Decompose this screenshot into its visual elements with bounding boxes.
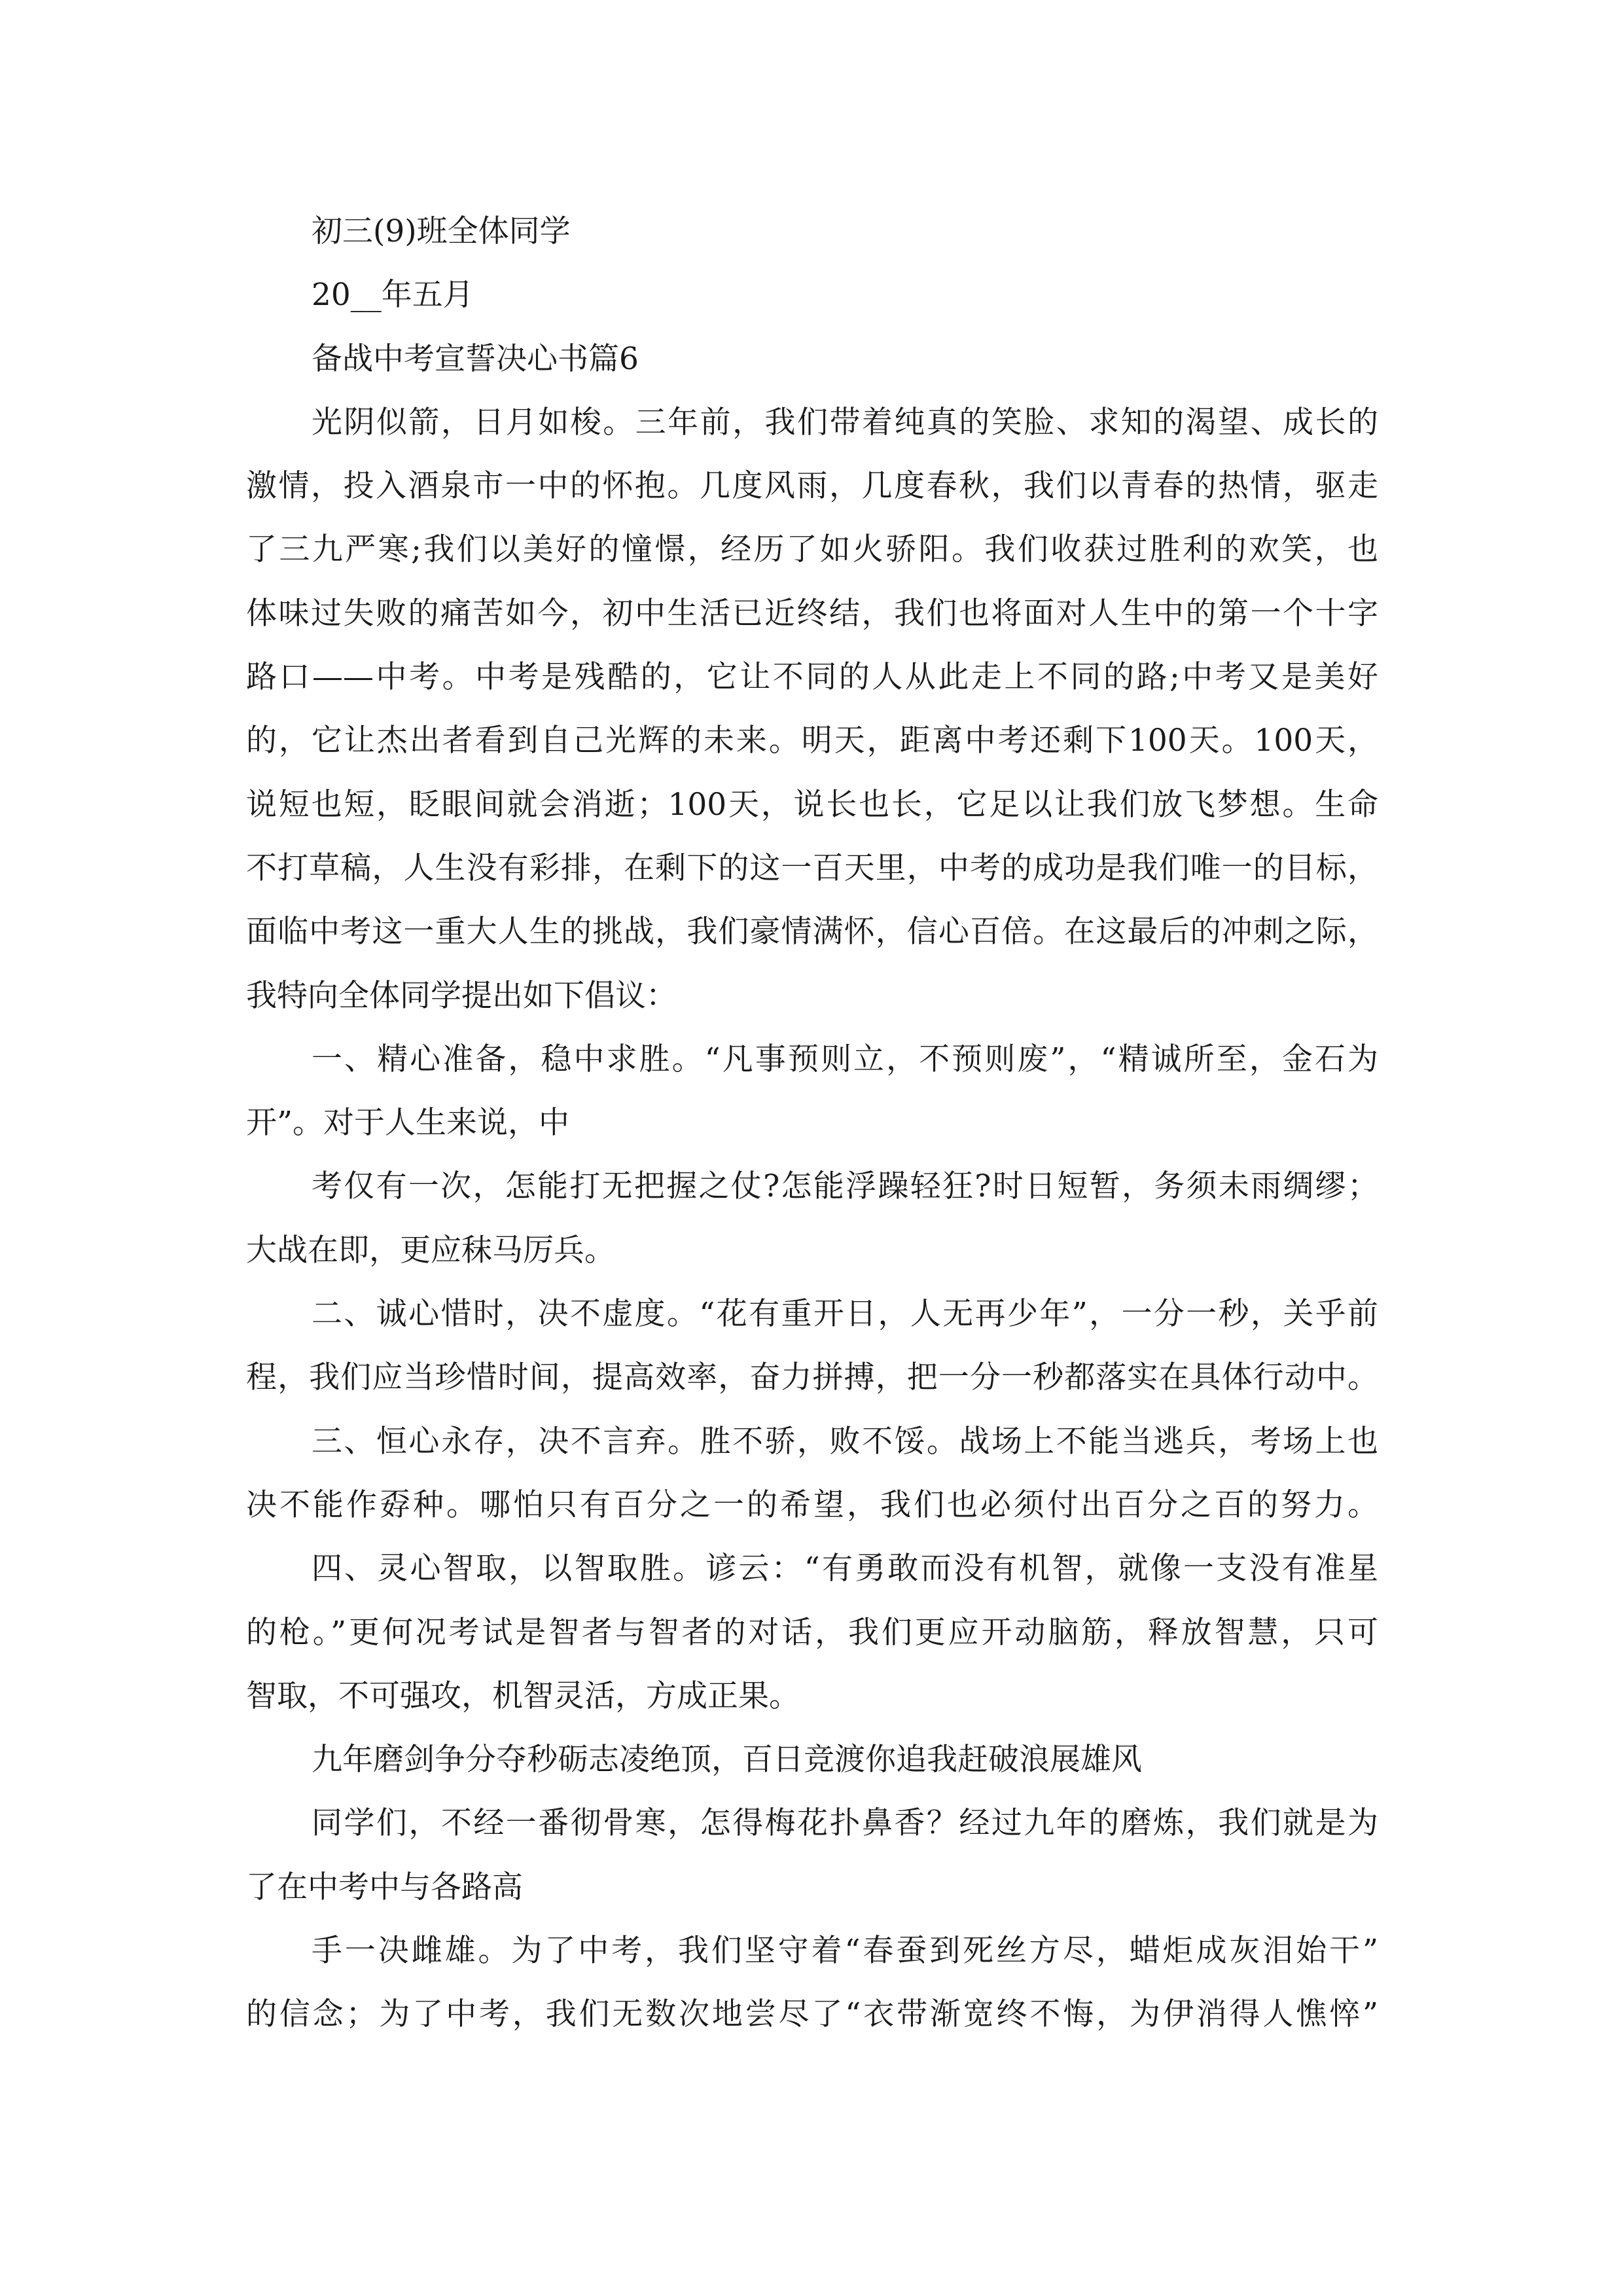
text-line: 的枪。”更何况考试是智者与智者的对话，我们更应开动脑筋，释放智慧，只可 <box>246 1614 1378 1651</box>
text-line: 智取，不可强攻，机智灵活，方成正果。 <box>246 1677 800 1714</box>
text-line: 同学们，不经一番彻骨寒，怎得梅花扑鼻香？经过九年的磨炼，我们就是为 <box>312 1805 1378 1842</box>
text-line: 备战中考宣誓决心书篇6 <box>312 340 639 377</box>
text-line: 程，我们应当珍惜时间，提高效率，奋力拼搏，把一分一秒都落实在具体行动中。 <box>246 1359 1378 1396</box>
text-line: 一、精心准备，稳中求胜。“凡事预则立，不预则废”，“精诚所至，金石为 <box>312 1041 1378 1077</box>
document-body <box>246 200 1378 2047</box>
text-line: 路口——中考。中考是残酷的，它让不同的人从此走上不同的路;中考又是美好 <box>246 659 1378 696</box>
text-line: 体味过失败的痛苦如今，初中生活已近终结，我们也将面对人生中的第一个十字 <box>246 595 1378 632</box>
text-line: 的信念；为了中考，我们无数次地尝尽了“衣带渐宽终不悔，为伊消得人憔悴” <box>246 1996 1378 2033</box>
text-line: 开”。对于人生来说，中 <box>246 1105 570 1141</box>
text-line: 面临中考这一重大人生的挑战，我们豪情满怀，信心百倍。在这最后的冲刺之际， <box>246 914 1378 950</box>
text-line: 的，它让杰出者看到自己光辉的未来。明天，距离中考还剩下100天。100天， <box>246 723 1378 759</box>
text-line: 考仅有一次，怎能打无把握之仗?怎能浮躁轻狂?时日短暂，务须未雨绸缪； <box>312 1168 1378 1205</box>
text-line: 初三(9)班全体同学 <box>312 213 571 249</box>
text-line: 四、灵心智取，以智取胜。谚云：“有勇敢而没有机智，就像一支没有准星 <box>312 1551 1378 1587</box>
text-line: 我特向全体同学提出如下倡议： <box>246 977 677 1014</box>
text-line: 大战在即，更应秣马厉兵。 <box>246 1232 615 1268</box>
text-line: 激情，投入酒泉市一中的怀抱。几度风雨，几度春秋，我们以青春的热情，驱走 <box>246 468 1378 505</box>
text-line: 手一决雌雄。为了中考，我们坚守着“春蚕到死丝方尽，蜡炬成灰泪始干” <box>312 1933 1378 1969</box>
text-line: 决不能作孬种。哪怕只有百分之一的希望，我们也必须付出百分之百的努力。 <box>246 1486 1378 1523</box>
text-line: 说短也短，眨眼间就会消逝；100天，说长也长，它足以让我们放飞梦想。生命 <box>246 786 1378 823</box>
text-line: 光阴似箭，日月如梭。三年前，我们带着纯真的笑脸、求知的渴望、成长的 <box>312 404 1378 440</box>
text-line: 不打草稿，人生没有彩排，在剩下的这一百天里，中考的成功是我们唯一的目标， <box>246 850 1378 886</box>
text-line: 20__年五月 <box>312 277 474 314</box>
text-line: 九年磨剑争分夺秒砺志凌绝顶，百日竞渡你追我赶破浪展雄风 <box>312 1742 1142 1778</box>
text-line: 了三九严寒;我们以美好的憧憬，经历了如火骄阳。我们收获过胜利的欢笑，也 <box>246 531 1378 568</box>
text-line: 了在中考中与各路高 <box>246 1869 523 1905</box>
text-line: 三、恒心永存，决不言弃。胜不骄，败不馁。战场上不能当逃兵，考场上也 <box>312 1423 1378 1460</box>
text-line: 二、诚心惜时，决不虚度。“花有重开日，人无再少年”，一分一秒，关乎前 <box>312 1296 1378 1333</box>
